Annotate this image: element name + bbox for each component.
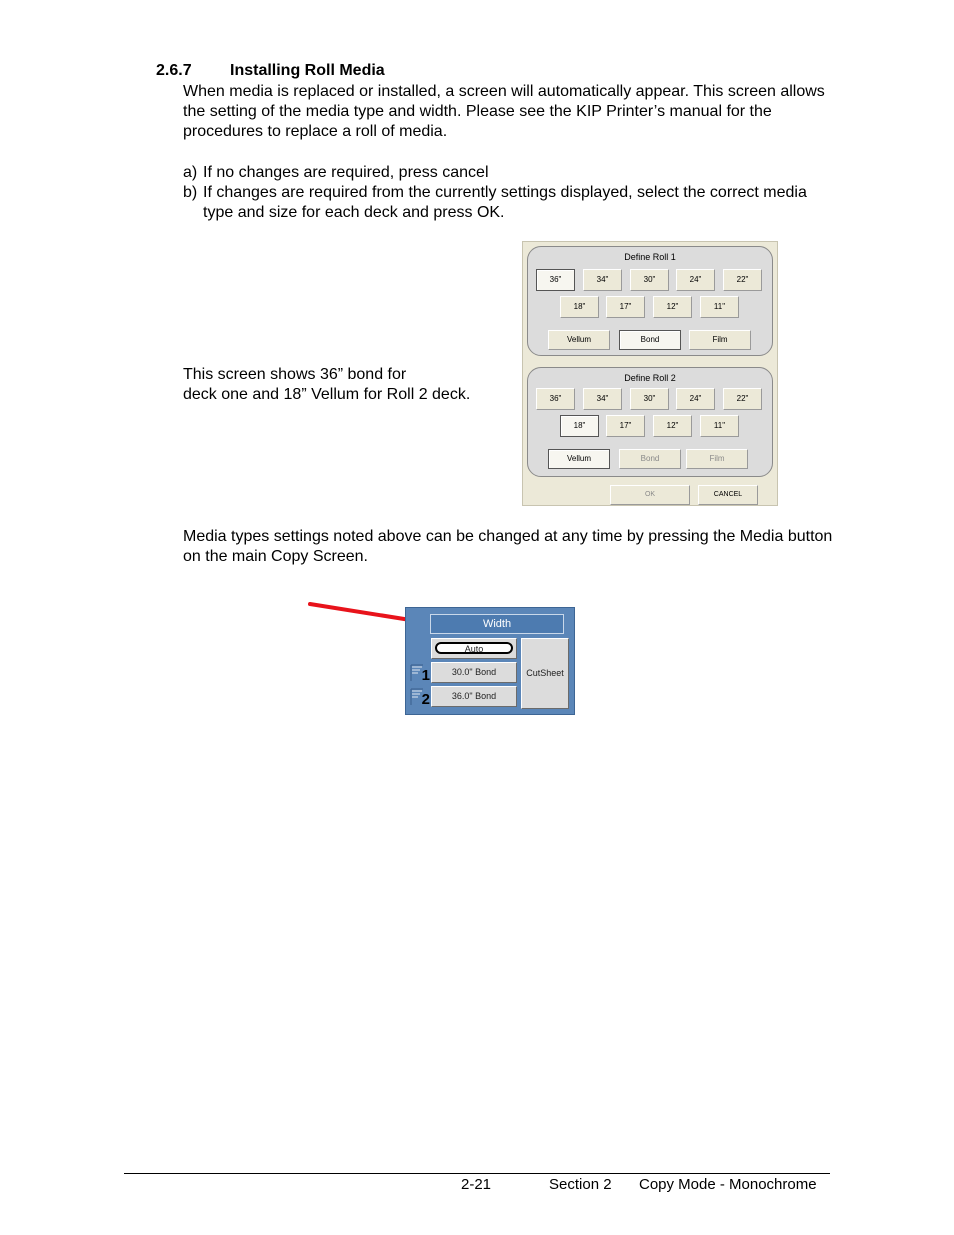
- roll2-width-22-button[interactable]: 22": [723, 388, 762, 410]
- caption-line-2: deck one and 18” Vellum for Roll 2 deck.: [183, 386, 471, 403]
- deck-2-icon: [410, 687, 430, 707]
- deck-2-number: 2: [421, 691, 430, 708]
- auto-width-button[interactable]: [431, 638, 517, 659]
- define-roll-2-group: [527, 367, 773, 477]
- roll2-vellum-button[interactable]: Vellum: [548, 449, 610, 469]
- roll2-bond-button[interactable]: Bond: [619, 449, 681, 469]
- step-text: If changes are required from the currently settings displayed, select the correct media type and size for each deck and press OK.: [203, 184, 807, 221]
- roll2-width-24-button[interactable]: 24": [676, 388, 715, 410]
- screen-caption: [183, 365, 513, 405]
- define-roll-1-group: [527, 246, 773, 356]
- steps-list: [183, 163, 833, 223]
- deck-1-number: 1: [421, 667, 430, 684]
- deck-2-width-button[interactable]: 36.0" Bond: [431, 686, 517, 707]
- roll2-width-12-button[interactable]: 12": [653, 415, 692, 437]
- deck-1-icon: [410, 663, 430, 683]
- roll1-width-17-button[interactable]: 17": [606, 296, 645, 318]
- define-roll-dialog: [522, 241, 778, 506]
- section-number: 2.6.7: [156, 62, 192, 79]
- roll1-width-34-button[interactable]: 34": [583, 269, 622, 291]
- ok-button[interactable]: OK: [610, 485, 690, 505]
- media-note-paragraph: Media types settings noted above can be changed at any time by pressing the Media button on the main Copy Screen.: [183, 528, 833, 565]
- roll1-width-30-button[interactable]: 30": [630, 269, 669, 291]
- roll2-width-17-button[interactable]: 17": [606, 415, 645, 437]
- step-text: If no changes are required, press cancel: [203, 164, 489, 181]
- auto-label: Auto: [435, 642, 513, 654]
- roll1-width-36-button[interactable]: 36": [536, 269, 575, 291]
- step-b: [183, 183, 833, 223]
- footer-rule: [124, 1173, 830, 1174]
- cancel-button[interactable]: CANCEL: [698, 485, 758, 505]
- intro-paragraph: When media is replaced or installed, a screen will automatically appear. This screen allows the setting of the media type and width. Please see the KIP Printer’s manual for the procedures to replace a roll of media.: [183, 83, 825, 140]
- roll1-width-18-button[interactable]: 18": [560, 296, 599, 318]
- roll2-width-34-button[interactable]: 34": [583, 388, 622, 410]
- width-panel-title[interactable]: Width: [430, 614, 564, 634]
- roll1-width-24-button[interactable]: 24": [676, 269, 715, 291]
- roll2-width-18-button[interactable]: 18": [560, 415, 599, 437]
- width-panel: [405, 607, 575, 715]
- define-roll-2-title: Define Roll 2: [624, 373, 676, 383]
- cutsheet-button[interactable]: CutSheet: [521, 638, 569, 709]
- footer-title: Copy Mode - Monochrome: [639, 1176, 817, 1193]
- roll2-film-button[interactable]: Film: [686, 449, 748, 469]
- deck-1-width-button[interactable]: 30.0" Bond: [431, 662, 517, 683]
- section-title: Installing Roll Media: [230, 62, 385, 79]
- roll1-vellum-button[interactable]: Vellum: [548, 330, 610, 350]
- footer-page-number: 2-21: [461, 1176, 492, 1193]
- roll1-film-button[interactable]: Film: [689, 330, 751, 350]
- step-marker: a): [183, 164, 198, 181]
- roll2-width-11-button[interactable]: 11": [700, 415, 739, 437]
- section-heading: [156, 62, 385, 80]
- roll1-width-12-button[interactable]: 12": [653, 296, 692, 318]
- footer-section: Section 2: [549, 1176, 612, 1193]
- roll1-width-11-button[interactable]: 11": [700, 296, 739, 318]
- caption-line-1: This screen shows 36” bond for: [183, 366, 407, 383]
- step-marker: b): [183, 184, 198, 201]
- roll1-width-22-button[interactable]: 22": [723, 269, 762, 291]
- roll2-width-30-button[interactable]: 30": [630, 388, 669, 410]
- roll2-width-36-button[interactable]: 36": [536, 388, 575, 410]
- step-a: [183, 163, 833, 183]
- roll1-bond-button[interactable]: Bond: [619, 330, 681, 350]
- define-roll-1-title: Define Roll 1: [624, 252, 676, 262]
